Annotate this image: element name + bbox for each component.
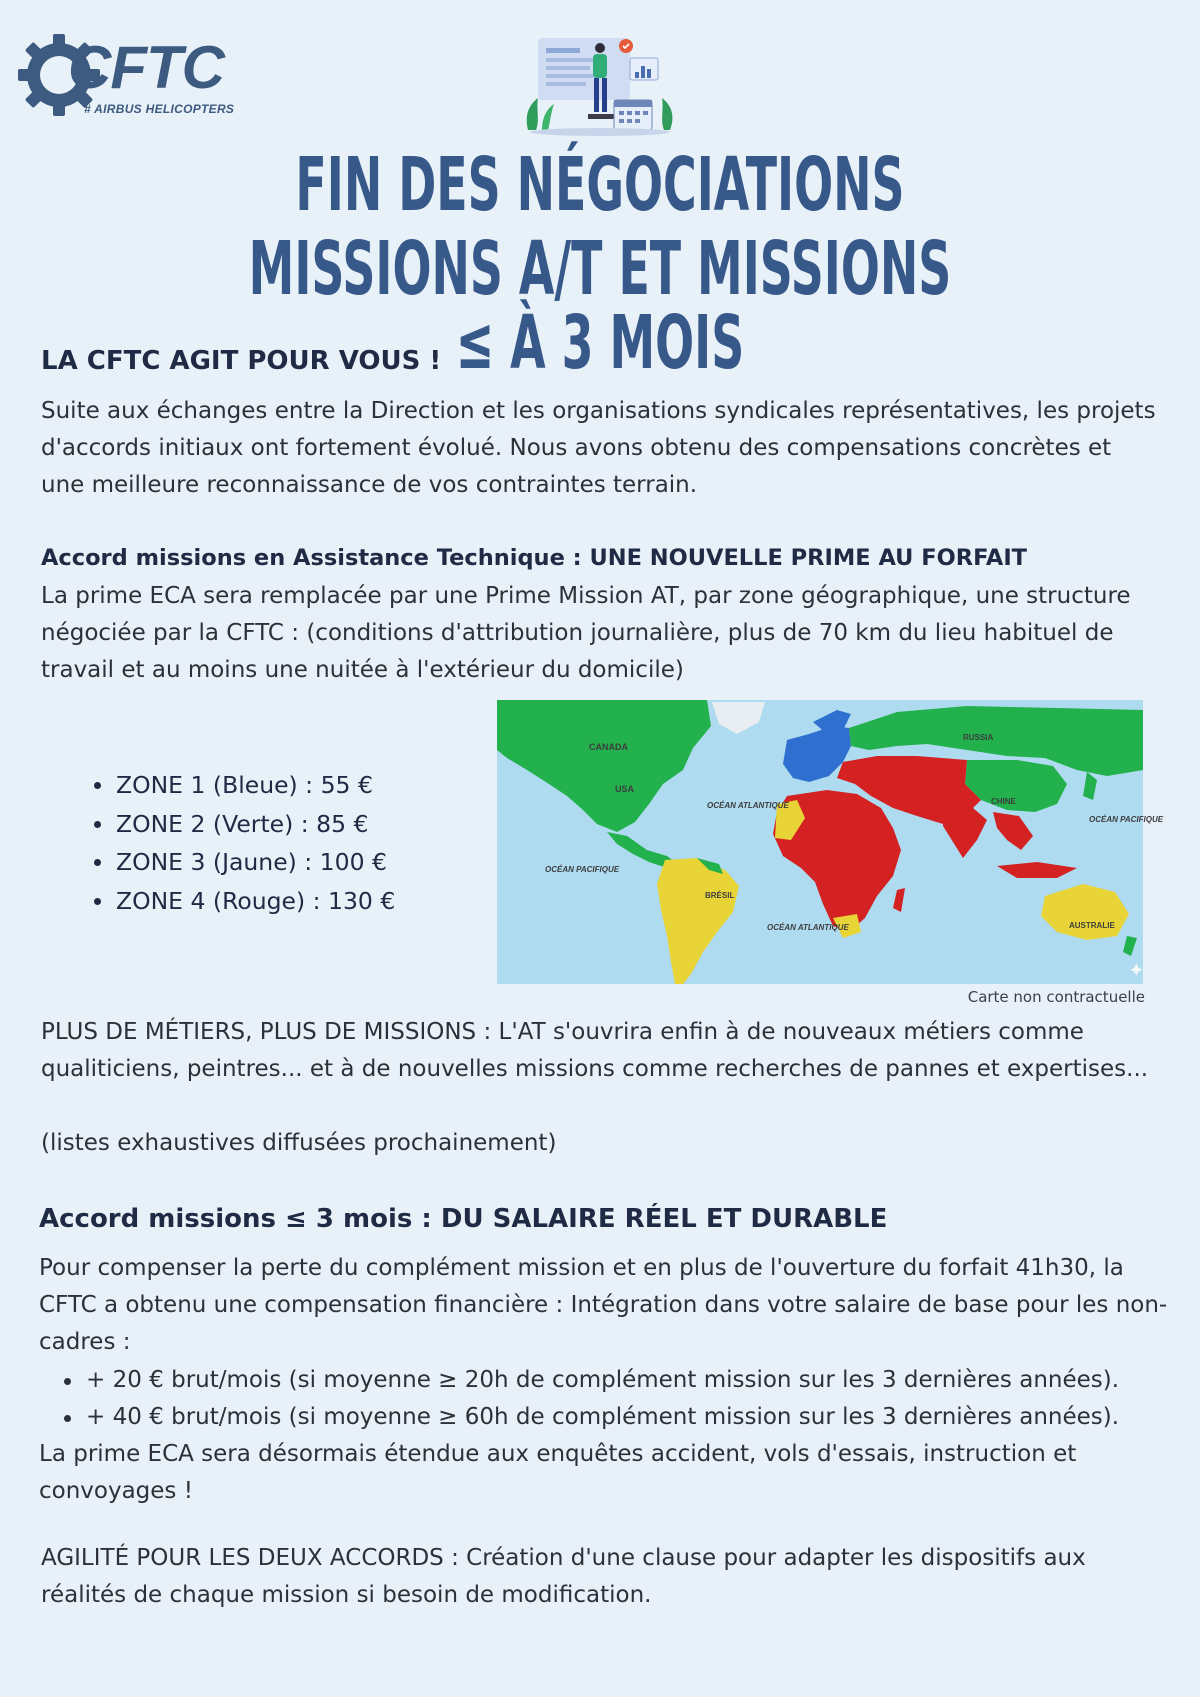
eca-paragraph: La prime ECA sera désormais étendue aux enquêtes accident, vols d'essais, instruction et convoyages ! xyxy=(39,1441,1077,1504)
salary-bullet: + 20 € brut/mois (si moyenne ≥ 20h de complément mission sur les 3 dernières années). xyxy=(60,1362,1119,1399)
map-label-bresil: BRÉSIL xyxy=(705,891,735,900)
map-label-ocean-atlantique-s: OCÉAN ATLANTIQUE xyxy=(767,923,849,932)
map-label-usa: USA xyxy=(615,784,635,794)
intro-paragraph: Suite aux échanges entre la Direction et les organisations syndicales représentatives, les projets d'accords initiaux ont fortement évolué. Nous avons obtenu des compensations concrètes et une meilleure reconnaissance de vos contraintes terrain. xyxy=(41,398,1156,498)
map-label-russia: RUSSIA xyxy=(963,733,994,742)
world-zone-map xyxy=(497,700,1164,984)
south-america-shape xyxy=(657,858,739,984)
se-asia-shape xyxy=(993,812,1033,850)
japan-shape xyxy=(1083,772,1097,800)
indonesia-shape xyxy=(997,862,1077,878)
map-label-ocean-atlantique-n: OCÉAN ATLANTIQUE xyxy=(707,801,789,810)
india-shape xyxy=(943,808,987,858)
china-shape xyxy=(965,760,1067,812)
map-caption: Carte non contractuelle xyxy=(967,988,1145,1006)
greenland-shape xyxy=(712,702,765,734)
north-america-shape xyxy=(497,700,711,832)
short-missions-paragraph: Pour compenser la perte du complément mission et en plus de l'ouverture du forfait 41h30, la CFTC a obtenu une compensation financière : Intégration dans votre salaire de base pour les non-cadres : xyxy=(39,1255,1168,1355)
zone-item: ZONE 2 (Verte) : 85 € xyxy=(88,805,395,844)
cftc-logo xyxy=(14,30,244,125)
intro-heading: LA CFTC AGIT POUR VOUS ! xyxy=(41,346,442,376)
map-label-canada: CANADA xyxy=(589,742,628,752)
map-label-chine: CHINE xyxy=(991,797,1016,806)
planning-illustration xyxy=(520,34,680,138)
zone-item: ZONE 1 (Bleue) : 55 € xyxy=(88,766,395,805)
short-missions-heading: Accord missions ≤ 3 mois : DU SALAIRE RÉEL ET DURABLE xyxy=(39,1204,888,1234)
map-label-ocean-pacifique-e: OCÉAN PACIFIQUE xyxy=(1089,815,1164,824)
page-title-line1: FIN DES NÉGOCIATIONS xyxy=(295,142,905,228)
madagascar-shape xyxy=(893,888,905,912)
map-label-ocean-pacifique-w: OCÉAN PACIFIQUE xyxy=(545,865,620,874)
new-zealand-shape xyxy=(1123,936,1137,956)
at-paragraph: La prime ECA sera remplacée par une Prime Mission AT, par zone géographique, une structure négociée par la CFTC : (conditions d'attribution journalière, plus de 70 km du lieu habituel de travail et au moins une nuitée à l'extérieur du domicile) xyxy=(41,583,1131,683)
zone-item: ZONE 4 (Rouge) : 130 € xyxy=(88,882,395,921)
salary-bullet-list xyxy=(60,1362,1119,1436)
map-label-australie: AUSTRALIE xyxy=(1069,921,1115,930)
metiers-paragraph: PLUS DE MÉTIERS, PLUS DE MISSIONS : L'AT s'ouvrira enfin à de nouveaux métiers comme qualiticiens, peintres... et à de nouvelles missions comme recherches de pannes et expertises... xyxy=(41,1019,1149,1082)
at-heading: Accord missions en Assistance Technique : UNE NOUVELLE PRIME AU FORFAIT xyxy=(41,545,1028,571)
sparkle-icon: ✦ xyxy=(1128,960,1145,982)
salary-bullet: + 40 € brut/mois (si moyenne ≥ 60h de complément mission sur les 3 dernières années). xyxy=(60,1399,1119,1436)
logo-subtitle: # AIRBUS HELICOPTERS xyxy=(84,102,235,116)
zone-list xyxy=(88,766,395,920)
australia-shape xyxy=(1041,884,1129,940)
page-title-line2: MISSIONS A/T ET MISSIONS ≤ À 3 MOIS xyxy=(248,226,952,386)
logo-brand: CFTC xyxy=(68,34,224,101)
zone-item: ZONE 3 (Jaune) : 100 € xyxy=(88,843,395,882)
agilite-paragraph: AGILITÉ POUR LES DEUX ACCORDS : Création d'une clause pour adapter les dispositifs aux réalités de chaque mission si besoin de modification. xyxy=(41,1545,1086,1608)
metiers-note: (listes exhaustives diffusées prochainement) xyxy=(41,1130,557,1156)
